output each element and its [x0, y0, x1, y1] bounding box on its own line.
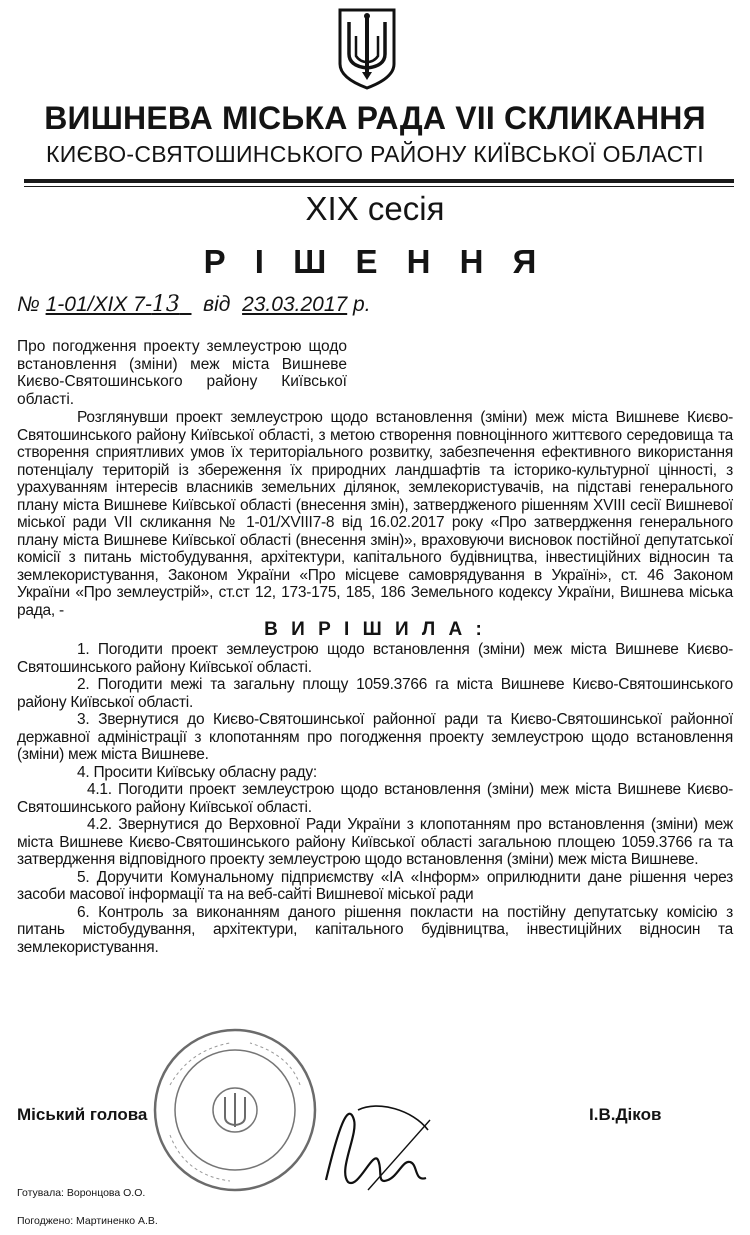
- trident-emblem-icon: [336, 6, 398, 90]
- date-suffix: р.: [353, 293, 371, 316]
- agreed-by: Погоджено: Мартиненко А.В.: [17, 1215, 158, 1227]
- resolution-item-2: 2. Погодити межі та загальну площу 1059.3766 га міста Вишневе Києво-Святошинського району Київської області.: [17, 676, 733, 711]
- date-prefix: від: [203, 293, 231, 316]
- resolution-item-5: 5. Доручити Комунальному підприємству «ІА «Інформ» оприлюднити дане рішення через засоби масової інформації та на веб-сайті Вишневої міської ради: [17, 868, 733, 903]
- resolution-item-4-2: 4.2. Звернутися до Верховної Ради України з клопотанням про встановлення (зміни) меж міста Вишневе Києво-Святошинського району Київської області загальною площею 1059.3766 га та затвердження відповідного проекту землеустрою щодо встановлення (зміни) меж міста Вишневе.: [17, 816, 733, 868]
- session-title: XIX сесія: [305, 190, 445, 227]
- decision-number-handwritten: 13: [151, 292, 180, 317]
- header-divider: [24, 179, 734, 183]
- council-subtitle: КИЄВО-СВЯТОШИНСЬКОГО РАЙОНУ КИЇВСЬКОЇ ОБЛАСТІ: [46, 141, 704, 167]
- decision-date: 23.03.2017: [242, 293, 348, 316]
- prepared-by: Готувала: Воронцова О.О.: [17, 1187, 146, 1199]
- decision-body: [17, 409, 733, 956]
- resolution-item-1: 1. Погодити проект землеустрою щодо встановлення (зміни) меж міста Вишневе Києво-Святошинського району Київської області.: [17, 641, 733, 676]
- header-divider-thin: [24, 186, 734, 187]
- decision-number-line: [17, 292, 371, 317]
- mayor-name: І.В.Діков: [589, 1105, 662, 1124]
- official-seal-icon: [150, 1025, 320, 1195]
- number-prefix: №: [17, 293, 40, 316]
- decision-number: [46, 293, 192, 316]
- resolution-item-3: 3. Звернутися до Києво-Святошинської районної ради та Києво-Святошинської районної державної адміністрації з клопотанням про погодження проекту землеустрою щодо встановлення (зміни) меж міста Вишневе.: [17, 711, 733, 763]
- resolved-heading: В И Р І Ш И Л А :: [264, 619, 486, 640]
- resolution-item-4: 4. Просити Київську обласну раду:: [77, 763, 317, 781]
- decision-number-printed: 1-01/XIX 7-: [45, 293, 152, 316]
- decision-subject: Про погодження проекту землеустрою щодо встановлення (зміни) меж міста Вишневе Києво-Святошинського району Київської області.: [17, 338, 347, 408]
- handwritten-signature-icon: [318, 1090, 438, 1200]
- document-type: Р І Ш Е Н Н Я: [203, 243, 547, 280]
- mayor-label: Міський голова: [17, 1105, 148, 1124]
- preamble: Розглянувши проект землеустрою щодо встановлення (зміни) меж міста Вишневе Києво-Святошинського району Київської області, з метою створення повноцінного життєвого середовища та створення сприятливих умов їх територіального розвитку, забезпечення ефективного використання потенціалу територій із збереження їх природних ландшафтів та історико-культурної цінності, з урахуванням інтересів власників земельних ділянок, землекористувачів, на підставі генерального плану міста Вишневе Київської області (внесення змін), затвердженого рішенням XVIII сесії Вишневої міської ради VII скликання № 1-01/XVIII7-8 від 16.02.2017 року «Про затвердження генерального плану міста Вишневе Київської області (внесення змін)», враховуючи висновок постійної депутатської комісії з питань містобудування, архітектури, капітального будівництва, інвестиційних відносин та землекористування, Законом України «Про місцеве самоврядування в Україні», ст. 46 Законом України «Про землеустрій», ст.ст 12, 173-175, 185, 186 Земельного кодексу України, Вишнева міська рада, -: [17, 409, 733, 619]
- resolution-item-4-1: 4.1. Погодити проект землеустрою щодо встановлення (зміни) меж міста Вишневе Києво-Святошинського району Київської області.: [17, 781, 733, 816]
- council-title: ВИШНЕВА МІСЬКА РАДА VII СКЛИКАННЯ: [44, 100, 706, 136]
- resolution-item-6: 6. Контроль за виконанням даного рішення покласти на постійну депутатську комісію з питань містобудування, архітектури, капітального будівництва, інвестиційних відносин та землекористування.: [17, 903, 733, 956]
